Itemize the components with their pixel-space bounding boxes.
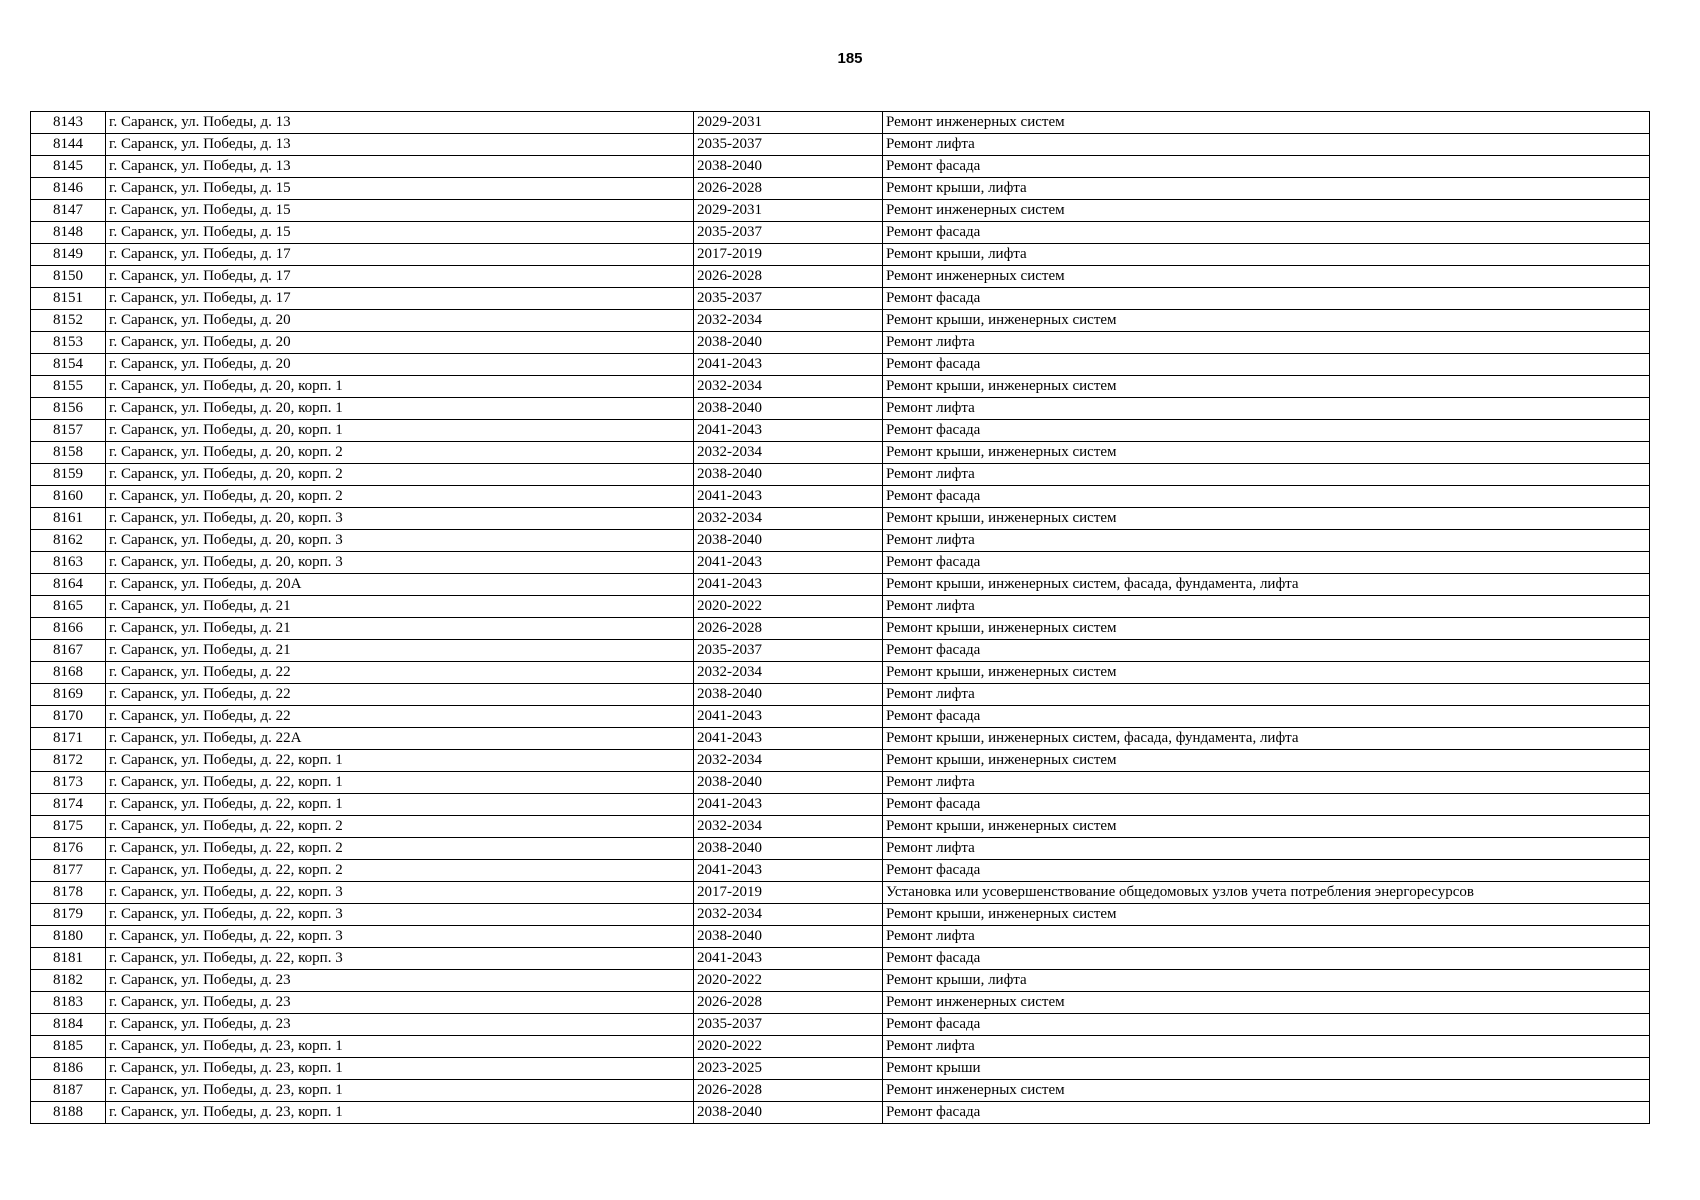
repair-schedule-table xyxy=(30,111,1650,1124)
work-type-cell: Ремонт лифта xyxy=(883,530,1650,552)
address-cell: г. Саранск, ул. Победы, д. 22, корп. 3 xyxy=(106,882,694,904)
period-cell: 2017-2019 xyxy=(694,882,883,904)
table-row xyxy=(31,684,1650,706)
period-cell: 2035-2037 xyxy=(694,640,883,662)
period-cell: 2041-2043 xyxy=(694,420,883,442)
period-cell: 2041-2043 xyxy=(694,574,883,596)
table-row xyxy=(31,860,1650,882)
row-number-cell: 8180 xyxy=(31,926,106,948)
address-cell: г. Саранск, ул. Победы, д. 17 xyxy=(106,288,694,310)
work-type-cell: Ремонт фасада xyxy=(883,288,1650,310)
table-row xyxy=(31,772,1650,794)
address-cell: г. Саранск, ул. Победы, д. 22, корп. 1 xyxy=(106,772,694,794)
row-number-cell: 8185 xyxy=(31,1036,106,1058)
period-cell: 2020-2022 xyxy=(694,596,883,618)
work-type-cell: Ремонт лифта xyxy=(883,134,1650,156)
table-row xyxy=(31,706,1650,728)
period-cell: 2038-2040 xyxy=(694,926,883,948)
table-row xyxy=(31,266,1650,288)
table-row xyxy=(31,420,1650,442)
work-type-cell: Ремонт фасада xyxy=(883,860,1650,882)
period-cell: 2026-2028 xyxy=(694,992,883,1014)
row-number-cell: 8143 xyxy=(31,112,106,134)
table-row xyxy=(31,244,1650,266)
address-cell: г. Саранск, ул. Победы, д. 23, корп. 1 xyxy=(106,1058,694,1080)
row-number-cell: 8182 xyxy=(31,970,106,992)
table-row xyxy=(31,398,1650,420)
address-cell: г. Саранск, ул. Победы, д. 22, корп. 3 xyxy=(106,904,694,926)
period-cell: 2032-2034 xyxy=(694,310,883,332)
row-number-cell: 8171 xyxy=(31,728,106,750)
table-row xyxy=(31,596,1650,618)
row-number-cell: 8174 xyxy=(31,794,106,816)
address-cell: г. Саранск, ул. Победы, д. 22, корп. 2 xyxy=(106,860,694,882)
address-cell: г. Саранск, ул. Победы, д. 21 xyxy=(106,596,694,618)
table-row xyxy=(31,552,1650,574)
work-type-cell: Ремонт фасада xyxy=(883,552,1650,574)
work-type-cell: Ремонт крыши, лифта xyxy=(883,178,1650,200)
period-cell: 2026-2028 xyxy=(694,1080,883,1102)
address-cell: г. Саранск, ул. Победы, д. 20, корп. 3 xyxy=(106,530,694,552)
work-type-cell: Ремонт крыши, инженерных систем, фасада, фундамента, лифта xyxy=(883,728,1650,750)
work-type-cell: Ремонт крыши, инженерных систем xyxy=(883,376,1650,398)
address-cell: г. Саранск, ул. Победы, д. 15 xyxy=(106,200,694,222)
table-row xyxy=(31,486,1650,508)
address-cell: г. Саранск, ул. Победы, д. 15 xyxy=(106,178,694,200)
period-cell: 2026-2028 xyxy=(694,178,883,200)
row-number-cell: 8147 xyxy=(31,200,106,222)
table-row xyxy=(31,618,1650,640)
address-cell: г. Саранск, ул. Победы, д. 23, корп. 1 xyxy=(106,1080,694,1102)
work-type-cell: Ремонт крыши, инженерных систем xyxy=(883,508,1650,530)
table-row xyxy=(31,970,1650,992)
table-row xyxy=(31,508,1650,530)
row-number-cell: 8178 xyxy=(31,882,106,904)
address-cell: г. Саранск, ул. Победы, д. 23 xyxy=(106,970,694,992)
table-row xyxy=(31,1102,1650,1124)
period-cell: 2032-2034 xyxy=(694,508,883,530)
row-number-cell: 8183 xyxy=(31,992,106,1014)
table-row xyxy=(31,992,1650,1014)
period-cell: 2026-2028 xyxy=(694,266,883,288)
period-cell: 2041-2043 xyxy=(694,552,883,574)
work-type-cell: Ремонт лифта xyxy=(883,596,1650,618)
work-type-cell: Ремонт инженерных систем xyxy=(883,992,1650,1014)
work-type-cell: Ремонт фасада xyxy=(883,420,1650,442)
address-cell: г. Саранск, ул. Победы, д. 20, корп. 1 xyxy=(106,398,694,420)
address-cell: г. Саранск, ул. Победы, д. 13 xyxy=(106,156,694,178)
table-row xyxy=(31,1036,1650,1058)
row-number-cell: 8157 xyxy=(31,420,106,442)
row-number-cell: 8161 xyxy=(31,508,106,530)
row-number-cell: 8166 xyxy=(31,618,106,640)
period-cell: 2032-2034 xyxy=(694,662,883,684)
work-type-cell: Ремонт крыши, лифта xyxy=(883,244,1650,266)
row-number-cell: 8149 xyxy=(31,244,106,266)
work-type-cell: Ремонт фасада xyxy=(883,706,1650,728)
table-row xyxy=(31,134,1650,156)
row-number-cell: 8177 xyxy=(31,860,106,882)
row-number-cell: 8175 xyxy=(31,816,106,838)
address-cell: г. Саранск, ул. Победы, д. 22, корп. 2 xyxy=(106,816,694,838)
page-number: 185 xyxy=(837,50,863,67)
row-number-cell: 8156 xyxy=(31,398,106,420)
row-number-cell: 8170 xyxy=(31,706,106,728)
period-cell: 2041-2043 xyxy=(694,794,883,816)
period-cell: 2035-2037 xyxy=(694,288,883,310)
address-cell: г. Саранск, ул. Победы, д. 20, корп. 2 xyxy=(106,464,694,486)
period-cell: 2020-2022 xyxy=(694,1036,883,1058)
period-cell: 2032-2034 xyxy=(694,442,883,464)
period-cell: 2038-2040 xyxy=(694,838,883,860)
period-cell: 2038-2040 xyxy=(694,332,883,354)
table-row xyxy=(31,750,1650,772)
address-cell: г. Саранск, ул. Победы, д. 23, корп. 1 xyxy=(106,1102,694,1124)
row-number-cell: 8164 xyxy=(31,574,106,596)
table-row xyxy=(31,816,1650,838)
address-cell: г. Саранск, ул. Победы, д. 22 xyxy=(106,706,694,728)
work-type-cell: Ремонт крыши, инженерных систем xyxy=(883,904,1650,926)
table-row xyxy=(31,662,1650,684)
table-row xyxy=(31,222,1650,244)
address-cell: г. Саранск, ул. Победы, д. 20, корп. 2 xyxy=(106,486,694,508)
period-cell: 2041-2043 xyxy=(694,860,883,882)
work-type-cell: Ремонт фасада xyxy=(883,156,1650,178)
period-cell: 2017-2019 xyxy=(694,244,883,266)
work-type-cell: Ремонт инженерных систем xyxy=(883,112,1650,134)
work-type-cell: Ремонт крыши, инженерных систем xyxy=(883,816,1650,838)
address-cell: г. Саранск, ул. Победы, д. 22, корп. 1 xyxy=(106,794,694,816)
row-number-cell: 8168 xyxy=(31,662,106,684)
row-number-cell: 8154 xyxy=(31,354,106,376)
table-row xyxy=(31,464,1650,486)
period-cell: 2038-2040 xyxy=(694,772,883,794)
period-cell: 2041-2043 xyxy=(694,706,883,728)
address-cell: г. Саранск, ул. Победы, д. 22, корп. 3 xyxy=(106,926,694,948)
work-type-cell: Ремонт фасада xyxy=(883,1102,1650,1124)
row-number-cell: 8176 xyxy=(31,838,106,860)
table-row xyxy=(31,354,1650,376)
address-cell: г. Саранск, ул. Победы, д. 20 xyxy=(106,332,694,354)
address-cell: г. Саранск, ул. Победы, д. 20, корп. 3 xyxy=(106,508,694,530)
address-cell: г. Саранск, ул. Победы, д. 21 xyxy=(106,618,694,640)
row-number-cell: 8146 xyxy=(31,178,106,200)
period-cell: 2032-2034 xyxy=(694,904,883,926)
work-type-cell: Ремонт крыши, инженерных систем xyxy=(883,618,1650,640)
address-cell: г. Саранск, ул. Победы, д. 22 xyxy=(106,662,694,684)
table-row xyxy=(31,332,1650,354)
row-number-cell: 8163 xyxy=(31,552,106,574)
period-cell: 2041-2043 xyxy=(694,728,883,750)
work-type-cell: Ремонт фасада xyxy=(883,640,1650,662)
work-type-cell: Ремонт фасада xyxy=(883,486,1650,508)
table-row xyxy=(31,442,1650,464)
work-type-cell: Ремонт крыши, инженерных систем xyxy=(883,662,1650,684)
table-row xyxy=(31,1058,1650,1080)
address-cell: г. Саранск, ул. Победы, д. 20А xyxy=(106,574,694,596)
period-cell: 2029-2031 xyxy=(694,112,883,134)
period-cell: 2035-2037 xyxy=(694,1014,883,1036)
table-row xyxy=(31,794,1650,816)
row-number-cell: 8169 xyxy=(31,684,106,706)
row-number-cell: 8151 xyxy=(31,288,106,310)
work-type-cell: Ремонт лифта xyxy=(883,1036,1650,1058)
row-number-cell: 8150 xyxy=(31,266,106,288)
period-cell: 2038-2040 xyxy=(694,156,883,178)
work-type-cell: Установка или усовершенствование общедомовых узлов учета потребления энергоресурсов xyxy=(883,882,1650,904)
period-cell: 2038-2040 xyxy=(694,530,883,552)
row-number-cell: 8173 xyxy=(31,772,106,794)
table-row xyxy=(31,640,1650,662)
row-number-cell: 8187 xyxy=(31,1080,106,1102)
address-cell: г. Саранск, ул. Победы, д. 20, корп. 1 xyxy=(106,420,694,442)
period-cell: 2029-2031 xyxy=(694,200,883,222)
row-number-cell: 8179 xyxy=(31,904,106,926)
work-type-cell: Ремонт фасада xyxy=(883,1014,1650,1036)
row-number-cell: 8145 xyxy=(31,156,106,178)
work-type-cell: Ремонт лифта xyxy=(883,398,1650,420)
address-cell: г. Саранск, ул. Победы, д. 17 xyxy=(106,266,694,288)
work-type-cell: Ремонт фасада xyxy=(883,354,1650,376)
period-cell: 2038-2040 xyxy=(694,398,883,420)
table-row xyxy=(31,904,1650,926)
row-number-cell: 8162 xyxy=(31,530,106,552)
row-number-cell: 8158 xyxy=(31,442,106,464)
address-cell: г. Саранск, ул. Победы, д. 22, корп. 3 xyxy=(106,948,694,970)
table-row xyxy=(31,376,1650,398)
row-number-cell: 8188 xyxy=(31,1102,106,1124)
address-cell: г. Саранск, ул. Победы, д. 21 xyxy=(106,640,694,662)
work-type-cell: Ремонт лифта xyxy=(883,838,1650,860)
row-number-cell: 8165 xyxy=(31,596,106,618)
work-type-cell: Ремонт лифта xyxy=(883,684,1650,706)
table-row xyxy=(31,156,1650,178)
table-row xyxy=(31,530,1650,552)
work-type-cell: Ремонт инженерных систем xyxy=(883,200,1650,222)
period-cell: 2032-2034 xyxy=(694,750,883,772)
work-type-cell: Ремонт крыши, лифта xyxy=(883,970,1650,992)
row-number-cell: 8152 xyxy=(31,310,106,332)
table-row xyxy=(31,882,1650,904)
work-type-cell: Ремонт крыши, инженерных систем xyxy=(883,750,1650,772)
row-number-cell: 8159 xyxy=(31,464,106,486)
address-cell: г. Саранск, ул. Победы, д. 22, корп. 1 xyxy=(106,750,694,772)
table-row xyxy=(31,112,1650,134)
period-cell: 2038-2040 xyxy=(694,464,883,486)
period-cell: 2038-2040 xyxy=(694,1102,883,1124)
work-type-cell: Ремонт лифта xyxy=(883,464,1650,486)
address-cell: г. Саранск, ул. Победы, д. 17 xyxy=(106,244,694,266)
period-cell: 2041-2043 xyxy=(694,948,883,970)
row-number-cell: 8153 xyxy=(31,332,106,354)
address-cell: г. Саранск, ул. Победы, д. 20, корп. 1 xyxy=(106,376,694,398)
table-row xyxy=(31,948,1650,970)
address-cell: г. Саранск, ул. Победы, д. 15 xyxy=(106,222,694,244)
period-cell: 2041-2043 xyxy=(694,354,883,376)
address-cell: г. Саранск, ул. Победы, д. 22А xyxy=(106,728,694,750)
work-type-cell: Ремонт крыши xyxy=(883,1058,1650,1080)
table-row xyxy=(31,728,1650,750)
table-row xyxy=(31,1014,1650,1036)
period-cell: 2035-2037 xyxy=(694,222,883,244)
table-row xyxy=(31,926,1650,948)
row-number-cell: 8148 xyxy=(31,222,106,244)
address-cell: г. Саранск, ул. Победы, д. 20 xyxy=(106,354,694,376)
table-row xyxy=(31,200,1650,222)
period-cell: 2041-2043 xyxy=(694,486,883,508)
row-number-cell: 8144 xyxy=(31,134,106,156)
work-type-cell: Ремонт крыши, инженерных систем, фасада, фундамента, лифта xyxy=(883,574,1650,596)
period-cell: 2038-2040 xyxy=(694,684,883,706)
period-cell: 2020-2022 xyxy=(694,970,883,992)
address-cell: г. Саранск, ул. Победы, д. 23 xyxy=(106,992,694,1014)
address-cell: г. Саранск, ул. Победы, д. 20, корп. 2 xyxy=(106,442,694,464)
address-cell: г. Саранск, ул. Победы, д. 23, корп. 1 xyxy=(106,1036,694,1058)
work-type-cell: Ремонт лифта xyxy=(883,926,1650,948)
address-cell: г. Саранск, ул. Победы, д. 13 xyxy=(106,134,694,156)
period-cell: 2035-2037 xyxy=(694,134,883,156)
table-body xyxy=(31,112,1650,1124)
row-number-cell: 8184 xyxy=(31,1014,106,1036)
address-cell: г. Саранск, ул. Победы, д. 23 xyxy=(106,1014,694,1036)
row-number-cell: 8181 xyxy=(31,948,106,970)
row-number-cell: 8155 xyxy=(31,376,106,398)
table-row xyxy=(31,1080,1650,1102)
address-cell: г. Саранск, ул. Победы, д. 20, корп. 3 xyxy=(106,552,694,574)
period-cell: 2032-2034 xyxy=(694,376,883,398)
row-number-cell: 8172 xyxy=(31,750,106,772)
table-row xyxy=(31,310,1650,332)
work-type-cell: Ремонт фасада xyxy=(883,948,1650,970)
table-row xyxy=(31,288,1650,310)
table-row xyxy=(31,178,1650,200)
table-row xyxy=(31,574,1650,596)
work-type-cell: Ремонт фасада xyxy=(883,794,1650,816)
address-cell: г. Саранск, ул. Победы, д. 22, корп. 2 xyxy=(106,838,694,860)
address-cell: г. Саранск, ул. Победы, д. 13 xyxy=(106,112,694,134)
work-type-cell: Ремонт фасада xyxy=(883,222,1650,244)
work-type-cell: Ремонт крыши, инженерных систем xyxy=(883,310,1650,332)
work-type-cell: Ремонт лифта xyxy=(883,772,1650,794)
row-number-cell: 8160 xyxy=(31,486,106,508)
period-cell: 2026-2028 xyxy=(694,618,883,640)
row-number-cell: 8167 xyxy=(31,640,106,662)
work-type-cell: Ремонт инженерных систем xyxy=(883,1080,1650,1102)
work-type-cell: Ремонт лифта xyxy=(883,332,1650,354)
period-cell: 2032-2034 xyxy=(694,816,883,838)
row-number-cell: 8186 xyxy=(31,1058,106,1080)
work-type-cell: Ремонт инженерных систем xyxy=(883,266,1650,288)
work-type-cell: Ремонт крыши, инженерных систем xyxy=(883,442,1650,464)
period-cell: 2023-2025 xyxy=(694,1058,883,1080)
table-row xyxy=(31,838,1650,860)
address-cell: г. Саранск, ул. Победы, д. 22 xyxy=(106,684,694,706)
address-cell: г. Саранск, ул. Победы, д. 20 xyxy=(106,310,694,332)
